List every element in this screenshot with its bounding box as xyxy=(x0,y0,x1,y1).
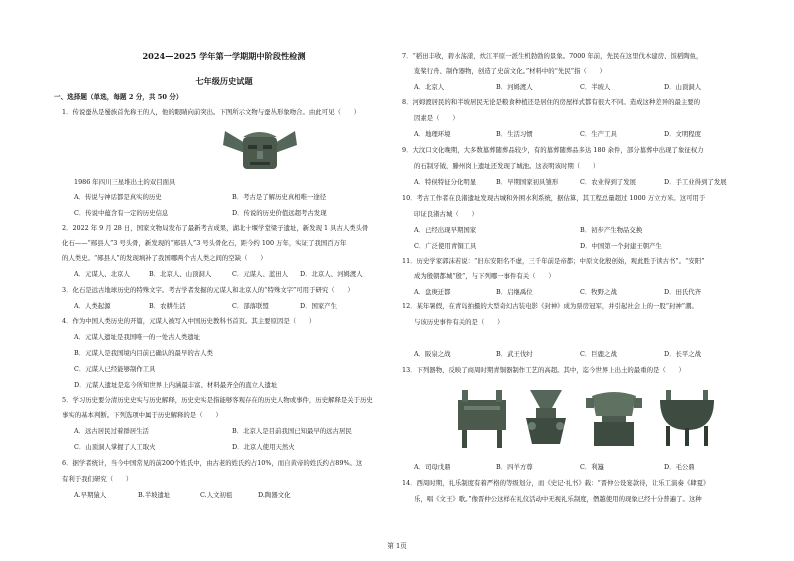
question-10-option-c[interactable]: C．广泛使用青铜工具 xyxy=(414,242,477,250)
question-1-caption: 1986 年四川三星堆出土的双目面具 xyxy=(74,178,176,186)
question-2-line-3: 的人类史。“郧县人”的发现填补了我国哪两个古人类之间的空缺（ ） xyxy=(62,254,267,262)
question-8-option-b[interactable]: B．生活习惯 xyxy=(496,130,533,138)
question-10-option-a[interactable]: A．已经出现早期国家 xyxy=(414,226,477,234)
question-3-option-a[interactable]: A．人类起源 xyxy=(74,302,111,310)
question-12-line-2: 与该历史事件有关的是（ ） xyxy=(414,318,504,326)
bronze-mask-image xyxy=(215,123,305,173)
question-10-line-1: 10．考古工作者在良渚遗址发现古城和外围水利系统，据估算，其工程总量超过 1000 万立方米。这可用于 xyxy=(402,194,706,202)
question-11-option-b[interactable]: B．启继禹位 xyxy=(496,288,533,296)
question-8-line-1: 8．河姆渡居民的和半坡居民无论是粮食种植还是居住的房屋样式都有很大不同。造成这种差异的最主要的 xyxy=(402,98,701,106)
question-6-option-d[interactable]: D.陶器文化 xyxy=(258,491,291,499)
question-14-line-1: 14．西周时期，礼乐制度有着严格的等级划分，而《史记·礼书》载：“晋仲公设宴款待，让乐工演奏《肆夏》 xyxy=(402,479,710,487)
question-11-line-2: 成为殷朝都城“殷”，与下列哪一事件有关（ ） xyxy=(414,272,555,280)
question-7-option-b[interactable]: B．河姆渡人 xyxy=(496,83,533,91)
question-9-option-c[interactable]: C．农业得到了发展 xyxy=(580,178,637,186)
question-13-stem: 13．下列器物，反映了商周时期青铜器制作工艺的高超。其中，迄今世界上出土的最重的是（ ） xyxy=(402,366,685,374)
question-12-line-1: 12．某年暑假，在青岛拍摄的大型奇幻古装电影《封神》成为票房冠军，并引起社会上的一股“封神”潮。 xyxy=(402,302,698,310)
question-6-option-b[interactable]: B.半坡遗址 xyxy=(138,491,171,499)
question-5-option-c[interactable]: C．山顶洞人掌握了人工取火 xyxy=(74,443,156,451)
question-10-option-b[interactable]: B．初步产生物品交换 xyxy=(580,226,643,234)
question-9-line-1: 9．大汶口文化晚期，大多数墓葬随葬品较少，有的墓葬随葬品多达 180 余件，部分墓葬中出现了象征权力 xyxy=(402,146,704,154)
question-7-line-2: 览桨行舟、制作器物，创造了史前文化。”材料中的“先民”指（ ） xyxy=(414,67,606,75)
question-13-option-d[interactable]: D．毛公鼎 xyxy=(664,463,695,471)
question-4-option-b[interactable]: B．元谋人是我国境内目前已确认的最早的古人类 xyxy=(74,349,213,357)
question-4-option-d[interactable]: D．元谋人遗址是迄今所知世界上内涵最丰富、材料最齐全的直立人遗址 xyxy=(74,381,278,389)
question-11-option-c[interactable]: C．牧野之战 xyxy=(580,288,617,296)
question-1-stem: 1．传说蚕丛是蜀族首先称王的人，他的眼睛向前突出。下图所示文物与蚕丛形象吻合。由此可见（ ） xyxy=(62,108,361,116)
exam-title: 2024—2025 学年第一学期期中阶段性检测 xyxy=(142,51,306,61)
siyang-fangzun-icon xyxy=(526,390,566,444)
question-4-option-c[interactable]: C．元谋人已经能够制作工具 xyxy=(74,365,156,373)
question-5-option-d[interactable]: D．北京人使用天然火 xyxy=(232,443,295,451)
question-6-option-c[interactable]: C.人文初祖 xyxy=(200,491,233,499)
section-heading: 一、选择题（单选，每题 2 分，共 50 分） xyxy=(54,93,183,101)
question-13-option-b[interactable]: B．四羊方尊 xyxy=(496,463,533,471)
question-8-option-d[interactable]: D．文明程度 xyxy=(664,130,702,138)
li-gui-icon xyxy=(586,392,642,446)
question-3-option-d[interactable]: D．国家产生 xyxy=(300,302,338,310)
question-6-option-a[interactable]: A.早期猿人 xyxy=(74,491,107,499)
question-3-stem: 3．化石是远古地球历史的特殊文字。考古学者发掘的元谋人和北京人的“特殊文字”可用于研究（ ） xyxy=(62,286,354,294)
question-10-option-d[interactable]: D．中国第一个封建王朝产生 xyxy=(580,242,662,250)
question-13-option-a[interactable]: A．司母戊鼎 xyxy=(414,463,451,471)
question-9-option-a[interactable]: A．特侯特征分化明显 xyxy=(414,178,477,186)
question-7-option-a[interactable]: A．北京人 xyxy=(414,83,445,91)
question-3-option-b[interactable]: B．农耕生活 xyxy=(149,302,186,310)
question-2-option-a[interactable]: A．元谋人、北京人 xyxy=(74,270,130,278)
question-14-line-2: 乐，唱《文王》歌。”像晋仲公这样在礼仪活动中无视礼乐制度，僭越使用的现象已经十分普遍了。这种 xyxy=(414,495,702,503)
question-7-option-c[interactable]: C．半坡人 xyxy=(580,83,611,91)
simuwu-ding-icon xyxy=(458,390,506,448)
maogong-ding-icon xyxy=(660,390,714,446)
question-1-option-a[interactable]: A．传说与神话都是真实的历史 xyxy=(74,193,162,201)
question-5-line-1: 5．学习历史要分清历史史实与历史解释，历史史实是指能够客观存在的历史人物或事件，历史解释是关于历史 xyxy=(62,396,373,404)
question-9-option-b[interactable]: B．早期国家初具雏形 xyxy=(496,178,559,186)
question-9-line-2: 的石制牙钺，滕州岗上遗址还发现了城池。这表明该时期（ ） xyxy=(414,162,600,170)
question-12-option-d[interactable]: D．长平之战 xyxy=(664,350,702,358)
question-1-option-c[interactable]: C．传说中蕴含有一定的历史信息 xyxy=(74,209,169,217)
question-10-line-2: 印证良渚古城（ ） xyxy=(414,210,478,218)
question-2-option-d[interactable]: D．北京人、河姆渡人 xyxy=(300,270,363,278)
bronze-vessels-image xyxy=(452,386,732,450)
question-11-option-a[interactable]: A．盘庚迁都 xyxy=(414,288,451,296)
question-3-option-c[interactable]: C．部落联盟 xyxy=(232,302,269,310)
question-8-option-c[interactable]: C．生产工具 xyxy=(580,130,617,138)
page-number: 第 1页 xyxy=(387,542,407,550)
question-6-line-2: 有利于我们研究（ ） xyxy=(62,475,133,483)
question-5-option-b[interactable]: B．北京人是目前我国已知最早的远古居民 xyxy=(232,427,352,435)
question-4-option-a[interactable]: A．元谋人遗址是我国唯一的一处古人类遗址 xyxy=(74,333,201,341)
question-7-line-1: 7．“稻田丰收，碧水荡漾，炊江平原一派生机勃勃的景象。7000 年前，先民在这里伐木建房、饭稻陶鱼， xyxy=(402,52,703,60)
question-6-line-1: 6．据学者统计，当今中国常见的前200个姓氏中，由古老的姓氏约占10%，而自黄帝的姓氏约占89%。这 xyxy=(62,459,363,467)
question-2-line-2: 化石——“郧县人”3 号头骨，新发现的“郧县人”3 号头骨化石，距今约 100 万年，实证了我国百万年 xyxy=(62,239,347,247)
question-12-option-a[interactable]: A．阪泉之战 xyxy=(414,350,451,358)
question-4-stem: 4．作为中国人类历史的开篇，元谋人被写入中国历史教科书首页。其主要原因是（ ） xyxy=(62,317,316,325)
question-8-line-2: 因素是（ ） xyxy=(414,114,459,122)
question-12-option-b[interactable]: B．武王伐纣 xyxy=(496,350,533,358)
question-1-option-d[interactable]: D．传说的历史价值远超考古发现 xyxy=(232,209,327,217)
question-13-option-c[interactable]: C．利簋 xyxy=(580,463,605,471)
exam-subtitle: 七年级历史试题 xyxy=(195,76,253,86)
question-2-option-c[interactable]: C．元谋人、蓝田人 xyxy=(232,270,289,278)
question-1-option-b[interactable]: B．考古是了解历史真相唯一途径 xyxy=(232,193,327,201)
question-8-option-a[interactable]: A．地理环境 xyxy=(414,130,451,138)
question-5-option-a[interactable]: A．远古居民过着群居生活 xyxy=(74,427,149,435)
question-12-option-c[interactable]: C．巨鹿之战 xyxy=(580,350,617,358)
question-2-line-1: 2．2022 年 9 月 28 日，国家文物局发布了最新考古成果，湖北十堰学堂梁子遗址，新发现 1 具古人类头骨 xyxy=(62,224,369,232)
question-2-option-b[interactable]: B．北京人、山顶洞人 xyxy=(149,270,212,278)
question-9-option-d[interactable]: D．手工业得到了发展 xyxy=(664,178,727,186)
question-5-line-2: 事实的基本判断。下列选项中属于历史解释的是（ ） xyxy=(62,411,222,419)
question-11-option-d[interactable]: D．田氏代齐 xyxy=(664,288,702,296)
question-11-line-1: 11．历史学家郭沫若说：“旧东安阳名不虚，三千年前是帝都；中原文化殷创始，观此胜于读古书”。“安阳” xyxy=(402,257,705,265)
question-7-option-d[interactable]: D．山顶洞人 xyxy=(664,83,702,91)
